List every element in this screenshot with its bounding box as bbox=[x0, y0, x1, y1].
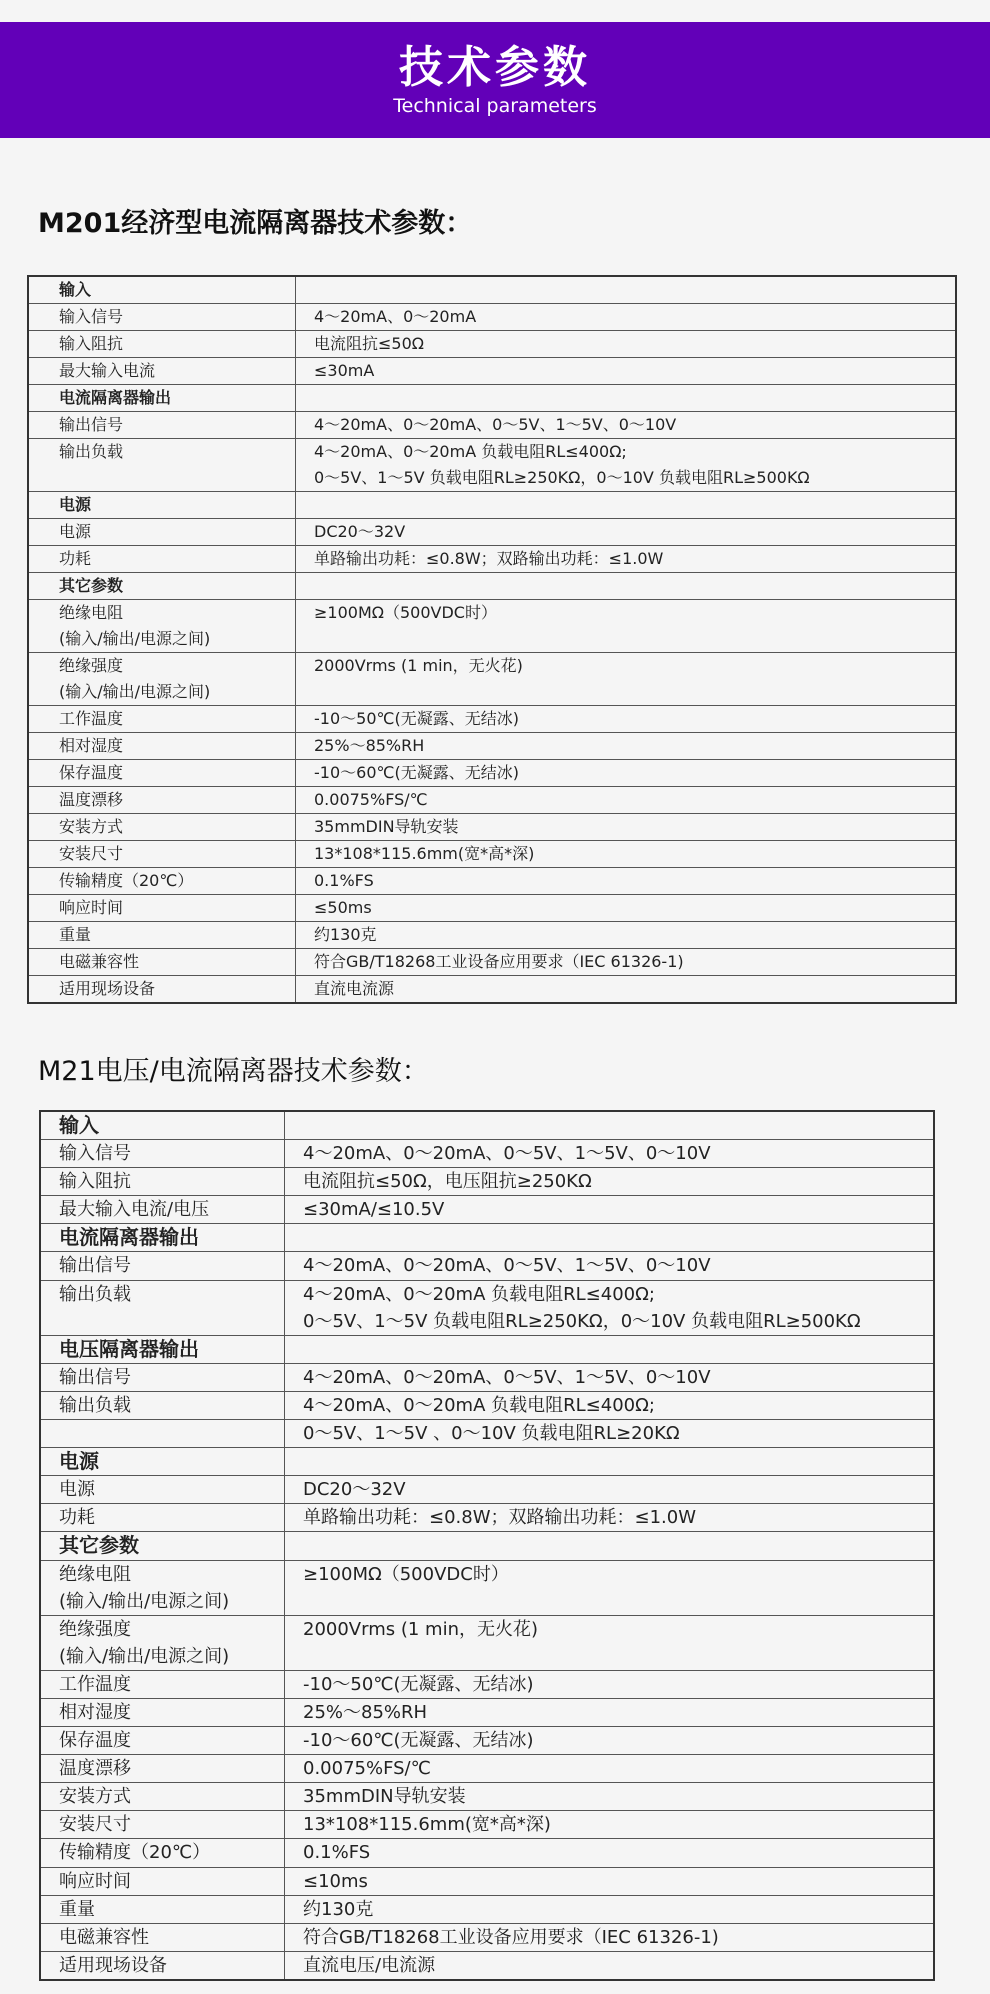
spec-value-cell bbox=[296, 276, 957, 304]
spec-value-text: 直流电压/电流源 bbox=[303, 1954, 436, 1976]
spec-label-text: 功耗 bbox=[59, 549, 92, 568]
spec-value-text: 电流阻抗≤50Ω，电压阻抗≥250KΩ bbox=[303, 1171, 592, 1193]
spec-value-text: DC20～32V bbox=[303, 1479, 406, 1501]
spec-value-cell bbox=[285, 1335, 935, 1363]
spec-label-text: 绝缘强度 bbox=[59, 656, 124, 675]
spec-value-text: 约130克 bbox=[303, 1898, 374, 1920]
spec-label-text: 电源 bbox=[59, 1479, 95, 1501]
table-row bbox=[40, 1363, 934, 1391]
spec-label-cell bbox=[40, 1951, 285, 1980]
spec-label-text: 工作温度 bbox=[59, 1673, 131, 1695]
section-header-row bbox=[40, 1224, 934, 1252]
spec-value-text: 4～20mA、0～20mA bbox=[314, 307, 477, 326]
spec-label-cell bbox=[28, 760, 296, 787]
spec-label-text: 输入 bbox=[59, 1113, 99, 1137]
spec-value-cell bbox=[285, 1755, 935, 1783]
spec-value-text: 35mmDIN导轨安装 bbox=[314, 817, 459, 836]
spec-label-text: 安装方式 bbox=[59, 817, 124, 836]
spec-label-cell bbox=[28, 276, 296, 304]
spec-value-cell bbox=[285, 1224, 935, 1252]
spec-label-text: 绝缘电阻 bbox=[59, 603, 124, 622]
spec-value-text: ≥100MΩ（500VDC时） bbox=[303, 1563, 509, 1585]
table-row bbox=[28, 949, 956, 976]
spec-value-cell bbox=[285, 1448, 935, 1476]
table-row bbox=[28, 895, 956, 922]
spec-value-text: 单路输出功耗：≤0.8W；双路输出功耗：≤1.0W bbox=[303, 1507, 697, 1529]
table-row bbox=[28, 706, 956, 733]
spec-value-cell bbox=[285, 1196, 935, 1224]
spec-label-cell bbox=[28, 814, 296, 841]
spec-label-text: 最大输入电流/电压 bbox=[59, 1199, 210, 1221]
header-banner bbox=[0, 22, 990, 138]
spec-value-text: -10～50℃(无凝露、无结冰) bbox=[314, 709, 519, 728]
spec-value-cell bbox=[296, 653, 957, 706]
spec-label-text: (输入/输出/电源之间) bbox=[59, 1645, 230, 1667]
spec-label-cell bbox=[40, 1504, 285, 1532]
spec-value-text: 2000Vrms (1 min，无火花) bbox=[303, 1618, 539, 1640]
spec-value-text: 0.0075%FS/℃ bbox=[303, 1758, 431, 1780]
spec-table-m201 bbox=[27, 275, 957, 1004]
spec-value-cell bbox=[285, 1111, 935, 1140]
spec-label-text: 响应时间 bbox=[59, 1870, 131, 1892]
spec-label-cell bbox=[28, 706, 296, 733]
spec-value-cell bbox=[285, 1560, 935, 1615]
spec-value-text: 4～20mA、0～20mA 负载电阻RL≤400Ω; bbox=[303, 1283, 655, 1305]
spec-label-cell bbox=[28, 653, 296, 706]
spec-label-cell bbox=[40, 1698, 285, 1726]
table-row bbox=[40, 1839, 934, 1867]
spec-label-text: 电磁兼容性 bbox=[59, 1926, 149, 1948]
spec-value-cell bbox=[285, 1839, 935, 1867]
table-row bbox=[40, 1476, 934, 1504]
spec-label-text: 相对湿度 bbox=[59, 736, 124, 755]
spec-label-cell bbox=[40, 1615, 285, 1670]
spec-value-cell bbox=[285, 1783, 935, 1811]
spec-label-cell bbox=[28, 922, 296, 949]
spec-value-cell bbox=[296, 492, 957, 519]
table-row bbox=[40, 1783, 934, 1811]
spec-label-text: 安装尺寸 bbox=[59, 844, 124, 863]
spec-label-cell bbox=[28, 385, 296, 412]
spec-label-text: (输入/输出/电源之间) bbox=[59, 682, 211, 701]
spec-label-cell bbox=[40, 1448, 285, 1476]
spec-label-text: 重量 bbox=[59, 1898, 95, 1920]
spec-value-text: 电流阻抗≤50Ω bbox=[314, 334, 424, 353]
spec-label-text: 输出负载 bbox=[59, 1283, 131, 1305]
spec-value-text: ≤10ms bbox=[303, 1870, 368, 1892]
spec-label-cell bbox=[28, 439, 296, 492]
spec-value-cell bbox=[285, 1698, 935, 1726]
table-row bbox=[40, 1951, 934, 1980]
spec-label-text: 相对湿度 bbox=[59, 1701, 131, 1723]
table-row bbox=[28, 841, 956, 868]
table-row bbox=[40, 1698, 934, 1726]
table-row bbox=[28, 546, 956, 573]
spec-value-cell bbox=[296, 760, 957, 787]
table-row bbox=[40, 1391, 934, 1419]
table-row bbox=[40, 1252, 934, 1280]
spec-label-cell bbox=[28, 976, 296, 1004]
section-header-row bbox=[40, 1335, 934, 1363]
spec-value-cell bbox=[296, 814, 957, 841]
spec-label-text: 输入信号 bbox=[59, 1143, 131, 1165]
spec-label-text: 传输精度（20℃） bbox=[59, 871, 194, 890]
spec-label-text: 保存温度 bbox=[59, 763, 124, 782]
spec-label-cell bbox=[40, 1476, 285, 1504]
section-header-row bbox=[28, 492, 956, 519]
spec-label-cell bbox=[40, 1560, 285, 1615]
spec-label-cell bbox=[40, 1532, 285, 1560]
spec-value-text: -10～60℃(无凝露、无结冰) bbox=[314, 763, 519, 782]
spec-value-text: 4～20mA、0～20mA 负载电阻RL≤400Ω; bbox=[303, 1394, 655, 1416]
spec-value-cell bbox=[296, 439, 957, 492]
spec-label-cell bbox=[40, 1111, 285, 1140]
spec-value-cell bbox=[285, 1895, 935, 1923]
table-row bbox=[40, 1811, 934, 1839]
table-row bbox=[28, 600, 956, 653]
spec-value-text: ≥100MΩ（500VDC时） bbox=[314, 603, 497, 622]
spec-value-text: 0.0075%FS/℃ bbox=[314, 790, 428, 809]
table-row bbox=[40, 1895, 934, 1923]
spec-value-text: 25%～85%RH bbox=[303, 1701, 428, 1723]
spec-value-cell bbox=[285, 1670, 935, 1698]
spec-label-text: (输入/输出/电源之间) bbox=[59, 629, 211, 648]
spec-value-text: 0～5V、1～5V 负载电阻RL≥250KΩ，0～10V 负载电阻RL≥500KΩ bbox=[303, 1310, 861, 1332]
spec-label-text: 电磁兼容性 bbox=[59, 952, 140, 971]
table-row bbox=[40, 1280, 934, 1335]
table-row bbox=[40, 1670, 934, 1698]
spec-label-text: 保存温度 bbox=[59, 1730, 131, 1752]
spec-label-cell bbox=[28, 412, 296, 439]
table-row bbox=[40, 1196, 934, 1224]
spec-label-cell bbox=[40, 1727, 285, 1755]
spec-table-m21 bbox=[39, 1110, 935, 1981]
table-row bbox=[28, 358, 956, 385]
spec-label-cell bbox=[40, 1196, 285, 1224]
section-header-row bbox=[40, 1448, 934, 1476]
spec-value-cell bbox=[285, 1615, 935, 1670]
spec-label-text: 输入阻抗 bbox=[59, 334, 124, 353]
spec-label-text: (输入/输出/电源之间) bbox=[59, 1590, 230, 1612]
spec-label-cell bbox=[28, 841, 296, 868]
spec-value-cell bbox=[285, 1811, 935, 1839]
spec-value-text: 25%～85%RH bbox=[314, 736, 425, 755]
spec-value-cell bbox=[296, 519, 957, 546]
spec-label-text: 安装方式 bbox=[59, 1786, 131, 1808]
spec-value-cell bbox=[296, 733, 957, 760]
spec-table-1-title: M201经济型电流隔离器技术参数： bbox=[38, 208, 473, 239]
spec-label-cell bbox=[40, 1140, 285, 1168]
spec-value-text: 符合GB/T18268工业设备应用要求（IEC 61326-1) bbox=[314, 952, 684, 971]
spec-value-text: ≤50ms bbox=[314, 898, 372, 917]
spec-value-cell bbox=[296, 976, 957, 1004]
spec-label-text: 电源 bbox=[59, 1449, 99, 1474]
spec-label-text: 电源 bbox=[59, 495, 92, 514]
page-title: 技术参数 bbox=[399, 42, 591, 93]
spec-label-cell bbox=[40, 1839, 285, 1867]
spec-label-cell bbox=[40, 1252, 285, 1280]
spec-label-cell bbox=[40, 1755, 285, 1783]
table-row bbox=[28, 868, 956, 895]
spec-value-cell bbox=[296, 949, 957, 976]
spec-value-text: 0.1%FS bbox=[314, 871, 374, 890]
spec-label-text: 输入阻抗 bbox=[59, 1171, 131, 1193]
spec-label-text: 功耗 bbox=[59, 1507, 95, 1529]
spec-label-text: 重量 bbox=[59, 925, 92, 944]
spec-value-cell bbox=[285, 1867, 935, 1895]
spec-value-cell bbox=[296, 304, 957, 331]
spec-label-cell bbox=[28, 868, 296, 895]
spec-label-text: 输出信号 bbox=[59, 1255, 131, 1277]
table-row bbox=[40, 1867, 934, 1895]
table-row bbox=[28, 760, 956, 787]
spec-value-text: 符合GB/T18268工业设备应用要求（IEC 61326-1) bbox=[303, 1926, 719, 1948]
table-row bbox=[28, 304, 956, 331]
table-row bbox=[28, 922, 956, 949]
section-header-row bbox=[40, 1111, 934, 1140]
spec-label-cell bbox=[40, 1420, 285, 1448]
spec-label-cell bbox=[40, 1224, 285, 1252]
spec-label-text: 输入信号 bbox=[59, 307, 124, 326]
table-row bbox=[40, 1140, 934, 1168]
table-row bbox=[28, 814, 956, 841]
page-subtitle: Technical parameters bbox=[393, 95, 597, 117]
spec-value-text: 约130克 bbox=[314, 925, 377, 944]
table-row bbox=[28, 976, 956, 1004]
spec-value-text: ≤30mA/≤10.5V bbox=[303, 1199, 445, 1221]
spec-label-cell bbox=[40, 1670, 285, 1698]
spec-label-cell bbox=[28, 358, 296, 385]
spec-label-text: 输出负载 bbox=[59, 442, 124, 461]
spec-label-cell bbox=[28, 492, 296, 519]
spec-label-text: 适用现场设备 bbox=[59, 979, 156, 998]
spec-label-text: 绝缘电阻 bbox=[59, 1563, 131, 1585]
spec-value-cell bbox=[285, 1923, 935, 1951]
table-row bbox=[28, 412, 956, 439]
spec-label-text: 输出信号 bbox=[59, 415, 124, 434]
spec-label-cell bbox=[40, 1363, 285, 1391]
spec-label-text: 传输精度（20℃） bbox=[59, 1842, 211, 1864]
spec-value-cell bbox=[285, 1252, 935, 1280]
spec-value-cell bbox=[296, 868, 957, 895]
table-row bbox=[40, 1168, 934, 1196]
spec-value-cell bbox=[296, 787, 957, 814]
spec-value-cell bbox=[296, 546, 957, 573]
table-row bbox=[28, 787, 956, 814]
spec-value-cell bbox=[285, 1951, 935, 1980]
table-row bbox=[40, 1560, 934, 1615]
table-row bbox=[40, 1755, 934, 1783]
table-row bbox=[40, 1615, 934, 1670]
spec-value-text: 0～5V、1～5V 、0～10V 负载电阻RL≥20KΩ bbox=[303, 1423, 680, 1445]
section-header-row bbox=[28, 385, 956, 412]
table-row bbox=[40, 1727, 934, 1755]
spec-value-cell bbox=[296, 573, 957, 600]
table-row bbox=[28, 519, 956, 546]
spec-label-text: 电压隔离器输出 bbox=[59, 1336, 199, 1361]
spec-label-cell bbox=[28, 600, 296, 653]
spec-value-cell bbox=[285, 1727, 935, 1755]
spec-label-text: 其它参数 bbox=[59, 576, 124, 595]
spec-label-cell bbox=[28, 546, 296, 573]
spec-table-2-title: M21电压/电流隔离器技术参数： bbox=[38, 1056, 429, 1087]
spec-label-text: 适用现场设备 bbox=[59, 1954, 167, 1976]
spec-value-text: 35mmDIN导轨安装 bbox=[303, 1786, 466, 1808]
spec-value-cell bbox=[296, 706, 957, 733]
table-row bbox=[28, 331, 956, 358]
spec-value-text: 4～20mA、0～20mA、0～5V、1～5V、0～10V bbox=[303, 1255, 711, 1277]
spec-value-cell bbox=[285, 1532, 935, 1560]
spec-label-cell bbox=[40, 1867, 285, 1895]
spec-value-text: -10～60℃(无凝露、无结冰) bbox=[303, 1730, 534, 1752]
spec-label-text: 工作温度 bbox=[59, 709, 124, 728]
spec-value-text: 单路输出功耗：≤0.8W；双路输出功耗：≤1.0W bbox=[314, 549, 664, 568]
spec-label-cell bbox=[40, 1391, 285, 1419]
section-header-row bbox=[28, 276, 956, 304]
spec-label-text: 响应时间 bbox=[59, 898, 124, 917]
table-row bbox=[40, 1504, 934, 1532]
spec-value-cell bbox=[296, 841, 957, 868]
spec-label-text: 其它参数 bbox=[59, 1533, 139, 1558]
spec-value-cell bbox=[296, 412, 957, 439]
spec-label-cell bbox=[28, 304, 296, 331]
spec-value-cell bbox=[285, 1476, 935, 1504]
spec-value-cell bbox=[296, 895, 957, 922]
spec-value-text: 13*108*115.6mm(宽*高*深) bbox=[303, 1814, 551, 1836]
spec-label-cell bbox=[40, 1280, 285, 1335]
spec-label-text: 温度漂移 bbox=[59, 790, 124, 809]
spec-value-cell bbox=[296, 922, 957, 949]
spec-value-cell bbox=[285, 1391, 935, 1419]
spec-label-text: 输出信号 bbox=[59, 1366, 131, 1388]
spec-value-text: 0.1%FS bbox=[303, 1842, 371, 1864]
spec-label-text: 温度漂移 bbox=[59, 1758, 131, 1780]
spec-value-text: DC20～32V bbox=[314, 522, 406, 541]
spec-label-text: 输出负载 bbox=[59, 1394, 131, 1416]
section-header-row bbox=[40, 1532, 934, 1560]
table-row bbox=[28, 733, 956, 760]
spec-value-text: 13*108*115.6mm(宽*高*深) bbox=[314, 844, 535, 863]
spec-label-cell bbox=[40, 1895, 285, 1923]
spec-value-text: 4～20mA、0～20mA、0～5V、1～5V、0～10V bbox=[303, 1366, 711, 1388]
spec-label-text: 安装尺寸 bbox=[59, 1814, 131, 1836]
spec-label-cell bbox=[28, 733, 296, 760]
spec-value-text: 4～20mA、0～20mA、0～5V、1～5V、0～10V bbox=[303, 1143, 711, 1165]
spec-label-text: 电流隔离器输出 bbox=[59, 388, 172, 407]
table-row bbox=[28, 439, 956, 492]
spec-label-text: 最大输入电流 bbox=[59, 361, 156, 380]
table-row bbox=[40, 1923, 934, 1951]
spec-value-cell bbox=[285, 1420, 935, 1448]
spec-label-cell bbox=[40, 1923, 285, 1951]
spec-value-cell bbox=[285, 1168, 935, 1196]
spec-value-cell bbox=[296, 358, 957, 385]
spec-label-cell bbox=[40, 1335, 285, 1363]
spec-label-cell bbox=[28, 573, 296, 600]
spec-label-text: 电流隔离器输出 bbox=[59, 1225, 199, 1250]
spec-value-text: 直流电流源 bbox=[314, 979, 395, 998]
spec-label-cell bbox=[40, 1811, 285, 1839]
table-row bbox=[40, 1420, 934, 1448]
spec-value-text: ≤30mA bbox=[314, 361, 375, 380]
spec-label-cell bbox=[40, 1783, 285, 1811]
spec-label-cell bbox=[28, 519, 296, 546]
spec-label-cell bbox=[28, 949, 296, 976]
spec-label-text: 输入 bbox=[59, 280, 92, 299]
spec-value-cell bbox=[296, 600, 957, 653]
spec-value-cell bbox=[285, 1504, 935, 1532]
spec-label-cell bbox=[28, 895, 296, 922]
spec-value-text: 4～20mA、0～20mA、0～5V、1～5V、0～10V bbox=[314, 415, 677, 434]
spec-label-cell bbox=[40, 1168, 285, 1196]
section-header-row bbox=[28, 573, 956, 600]
spec-label-cell bbox=[28, 787, 296, 814]
spec-value-cell bbox=[285, 1363, 935, 1391]
spec-value-text: -10～50℃(无凝露、无结冰) bbox=[303, 1673, 534, 1695]
spec-value-text: 0～5V、1～5V 负载电阻RL≥250KΩ，0～10V 负载电阻RL≥500KΩ bbox=[314, 468, 810, 487]
spec-value-cell bbox=[296, 385, 957, 412]
table-row bbox=[28, 653, 956, 706]
spec-label-text: 电源 bbox=[59, 522, 92, 541]
spec-value-cell bbox=[285, 1140, 935, 1168]
spec-value-cell bbox=[296, 331, 957, 358]
spec-label-cell bbox=[28, 331, 296, 358]
spec-label-text: 绝缘强度 bbox=[59, 1618, 131, 1640]
spec-value-text: 2000Vrms (1 min，无火花) bbox=[314, 656, 523, 675]
spec-value-cell bbox=[285, 1280, 935, 1335]
spec-value-text: 4～20mA、0～20mA 负载电阻RL≤400Ω; bbox=[314, 442, 627, 461]
